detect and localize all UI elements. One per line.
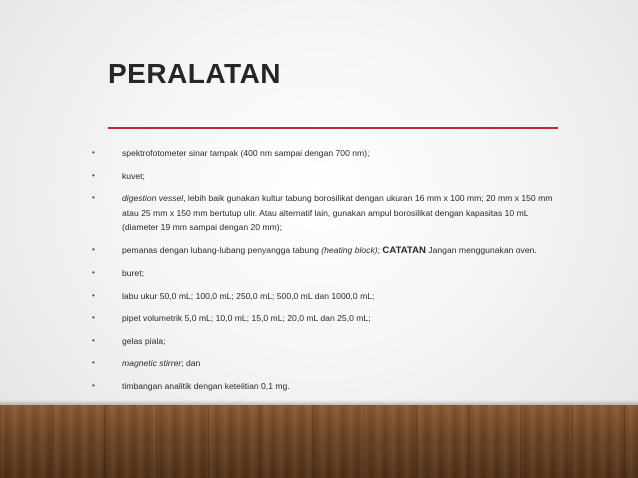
list-item: • buret;	[108, 266, 560, 281]
bullet-icon: •	[92, 244, 95, 254]
bullet-icon: •	[92, 148, 95, 157]
list-item: • spektrofotometer sinar tampak (400 nm sampai dengan 700 nm);	[108, 146, 560, 161]
equipment-list	[92, 146, 560, 401]
bullet-icon: •	[92, 290, 95, 300]
list-item: • digestion vessel, lebih baik gunakan kultur tabung borosilikat dengan ukuran 16 mm x 100 mm; 20 mm x 150 mm atau 25 mm x 150 mm bertutup ulir. Atau alternatif lain, gunakan ampul borosilikat dengan kapasitas 10 mL (diameter 19 mm sampai dengan 20 mm);	[92, 193, 553, 232]
wooden-floor-background	[0, 405, 638, 478]
bullet-icon: •	[92, 335, 95, 345]
slide-title: PERALATAN	[108, 58, 282, 89]
list-item: • pipet volumetrik 5,0 mL; 10,0 mL; 15,0 mL; 20,0 mL dan 25,0 mL;	[108, 311, 560, 326]
list-item: • gelas piala;	[108, 334, 560, 349]
list-item: • magnetic stirrer; dan	[108, 356, 560, 371]
list-item: • labu ukur 50,0 mL; 100,0 mL; 250,0 mL; 500,0 mL dan 1000,0 mL;	[108, 289, 560, 304]
note-label: CATATAN	[382, 244, 426, 256]
bullet-icon: •	[92, 358, 95, 367]
bullet-icon: •	[92, 380, 95, 390]
item-italic-term: digestion vessel	[122, 193, 184, 203]
bullet-icon: •	[92, 170, 95, 180]
list-item: • kuvet;	[108, 169, 560, 184]
item-italic-term: magnetic stirrer	[122, 358, 182, 368]
bullet-icon: •	[92, 313, 95, 322]
list-item: • timbangan analitik dengan ketelitian 0,1 mg.	[108, 379, 560, 394]
bullet-icon: •	[92, 268, 95, 277]
list-item: • pemanas dengan lubang-lubang penyangga tabung (heating block); CATATAN Jangan menggunakan oven.	[92, 244, 537, 256]
title-underline	[108, 127, 558, 129]
bullet-icon: •	[92, 193, 95, 202]
item-italic-term: (heating block)	[321, 244, 378, 255]
